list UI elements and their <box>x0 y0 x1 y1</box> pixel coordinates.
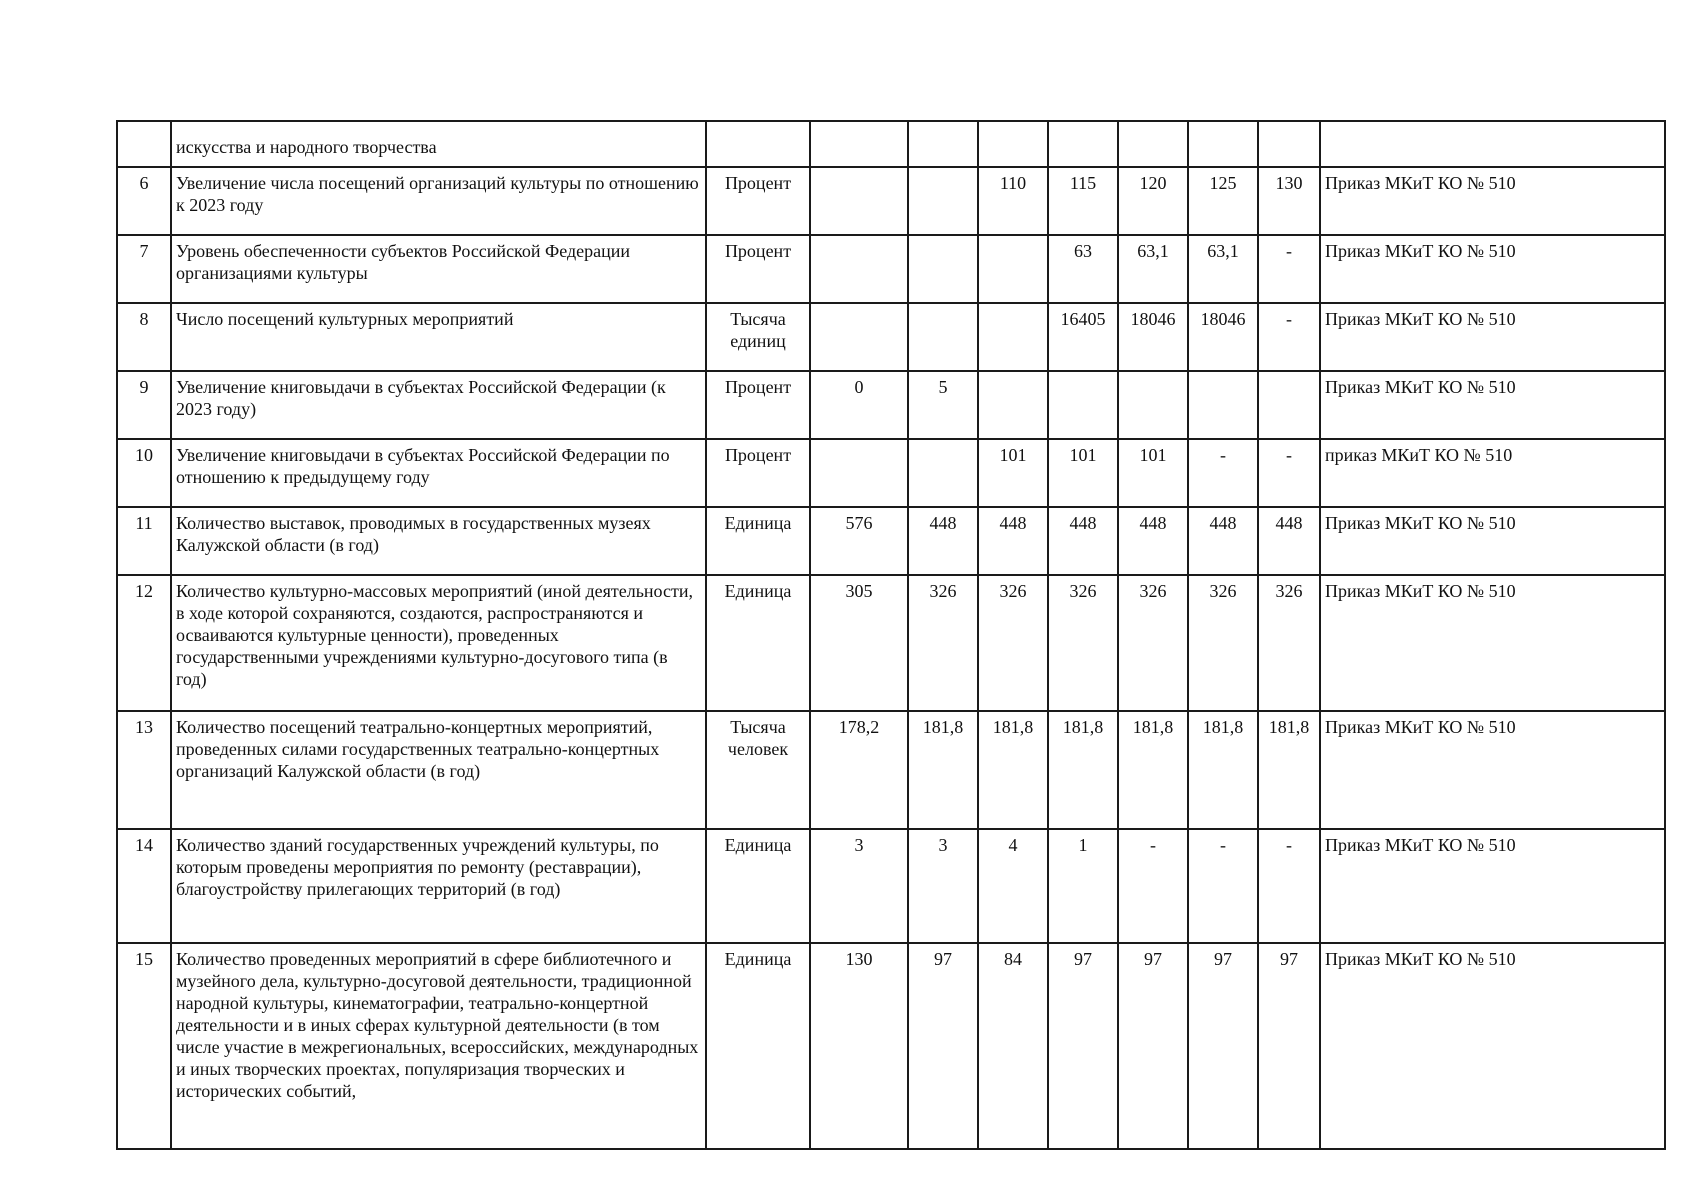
row-number: 14 <box>117 829 171 943</box>
value-cell: 326 <box>1118 575 1188 711</box>
row-number: 7 <box>117 235 171 303</box>
source-cell: Приказ МКиТ КО № 510 <box>1320 575 1665 711</box>
indicator-name: Количество зданий государственных учреждений культуры, по которым проведены мероприятия по ремонту (реставрации), благоустройству прилегающих территорий (в год) <box>171 829 706 943</box>
value-cell: 178,2 <box>810 711 908 829</box>
table-row <box>117 167 1665 235</box>
value-cell: 97 <box>1118 943 1188 1149</box>
value-cell: 181,8 <box>908 711 978 829</box>
value-cell: 101 <box>978 439 1048 507</box>
indicator-name: Количество посещений театрально-концертных мероприятий, проведенных силами государственных театрально-концертных организаций Калужской области (в год) <box>171 711 706 829</box>
value-cell: 5 <box>908 371 978 439</box>
indicator-name: Увеличение книговыдачи в субъектах Российской Федерации (к 2023 году) <box>171 371 706 439</box>
row-number: 9 <box>117 371 171 439</box>
value-cell: 448 <box>1048 507 1118 575</box>
value-cell <box>978 303 1048 371</box>
value-cell <box>810 121 908 167</box>
value-cell <box>1048 121 1118 167</box>
unit-cell: Процент <box>706 439 810 507</box>
value-cell: - <box>1188 439 1258 507</box>
value-cell: 18046 <box>1118 303 1188 371</box>
value-cell: 101 <box>1048 439 1118 507</box>
value-cell <box>1258 121 1320 167</box>
indicator-name: Увеличение числа посещений организаций культуры по отношению к 2023 году <box>171 167 706 235</box>
num-cell <box>117 121 171 167</box>
value-cell: 3 <box>810 829 908 943</box>
value-cell: 448 <box>908 507 978 575</box>
row-number: 10 <box>117 439 171 507</box>
source-cell: Приказ МКиТ КО № 510 <box>1320 235 1665 303</box>
value-cell: 181,8 <box>978 711 1048 829</box>
value-cell <box>810 167 908 235</box>
table-row <box>117 235 1665 303</box>
source-cell: Приказ МКиТ КО № 510 <box>1320 371 1665 439</box>
value-cell: - <box>1258 235 1320 303</box>
table-row <box>117 507 1665 575</box>
table-row <box>117 711 1665 829</box>
value-cell: 3 <box>908 829 978 943</box>
value-cell: 97 <box>1258 943 1320 1149</box>
indicator-name: Количество проведенных мероприятий в сфере библиотечного и музейного дела, культурно-досуговой деятельности, традиционной народной культуры, кинематографии, театрально-концертной деятельности и в иных сферах культурной деятельности (в том числе участие в межрегиональных, всероссийских, международных и иных творческих проектах, популяризация творческих и исторических событий, <box>171 943 706 1149</box>
source-cell: Приказ МКиТ КО № 510 <box>1320 303 1665 371</box>
value-cell: 97 <box>908 943 978 1149</box>
table-row <box>117 371 1665 439</box>
value-cell: 181,8 <box>1118 711 1188 829</box>
table-row-continuation <box>117 121 1665 167</box>
indicator-name: Количество культурно-массовых мероприятий (иной деятельности, в ходе которой сохраняются, создаются, распространяются и осваиваются культурные ценности), проведенных государственными учреждениями культурно-досугового типа (в год) <box>171 575 706 711</box>
value-cell: - <box>1188 829 1258 943</box>
value-cell: - <box>1258 439 1320 507</box>
value-cell: 326 <box>978 575 1048 711</box>
unit-cell: Единица <box>706 829 810 943</box>
source-cell: приказ МКиТ КО № 510 <box>1320 439 1665 507</box>
value-cell: 448 <box>1118 507 1188 575</box>
indicator-name: Увеличение книговыдачи в субъектах Российской Федерации по отношению к предыдущему году <box>171 439 706 507</box>
value-cell: 130 <box>810 943 908 1149</box>
value-cell: 101 <box>1118 439 1188 507</box>
value-cell: 18046 <box>1188 303 1258 371</box>
value-cell: 326 <box>1048 575 1118 711</box>
indicator-name: Уровень обеспеченности субъектов Российской Федерации организациями культуры <box>171 235 706 303</box>
value-cell: 63,1 <box>1188 235 1258 303</box>
value-cell: 448 <box>1258 507 1320 575</box>
source-cell: Приказ МКиТ КО № 510 <box>1320 829 1665 943</box>
table-row <box>117 943 1665 1149</box>
value-cell: - <box>1118 829 1188 943</box>
value-cell <box>978 121 1048 167</box>
value-cell <box>810 303 908 371</box>
value-cell: 120 <box>1118 167 1188 235</box>
value-cell <box>1188 121 1258 167</box>
value-cell <box>1188 371 1258 439</box>
value-cell <box>810 439 908 507</box>
unit-cell: Процент <box>706 371 810 439</box>
value-cell: 326 <box>1258 575 1320 711</box>
source-cell: Приказ МКиТ КО № 510 <box>1320 167 1665 235</box>
indicators-table <box>116 120 1666 1150</box>
value-cell: 130 <box>1258 167 1320 235</box>
unit-cell <box>706 121 810 167</box>
source-cell: Приказ МКиТ КО № 510 <box>1320 943 1665 1149</box>
value-cell: 4 <box>978 829 1048 943</box>
row-number: 15 <box>117 943 171 1149</box>
value-cell: 1 <box>1048 829 1118 943</box>
value-cell <box>1118 121 1188 167</box>
value-cell: 16405 <box>1048 303 1118 371</box>
value-cell: 110 <box>978 167 1048 235</box>
value-cell <box>810 235 908 303</box>
row-number: 13 <box>117 711 171 829</box>
value-cell: 448 <box>978 507 1048 575</box>
unit-cell: Единица <box>706 507 810 575</box>
value-cell: 97 <box>1048 943 1118 1149</box>
value-cell <box>908 439 978 507</box>
value-cell <box>1258 371 1320 439</box>
value-cell: 576 <box>810 507 908 575</box>
unit-cell: Процент <box>706 167 810 235</box>
value-cell: 181,8 <box>1048 711 1118 829</box>
value-cell <box>908 303 978 371</box>
unit-cell: Единица <box>706 943 810 1149</box>
value-cell: 326 <box>1188 575 1258 711</box>
value-cell <box>1048 371 1118 439</box>
value-cell: - <box>1258 829 1320 943</box>
value-cell: 63 <box>1048 235 1118 303</box>
unit-cell: Единица <box>706 575 810 711</box>
value-cell <box>1118 371 1188 439</box>
value-cell <box>908 121 978 167</box>
table-row <box>117 439 1665 507</box>
value-cell: 181,8 <box>1258 711 1320 829</box>
row-number: 11 <box>117 507 171 575</box>
source-cell: Приказ МКиТ КО № 510 <box>1320 711 1665 829</box>
value-cell: 181,8 <box>1188 711 1258 829</box>
source-cell <box>1320 121 1665 167</box>
value-cell <box>908 235 978 303</box>
table-row <box>117 575 1665 711</box>
indicator-name: Количество выставок, проводимых в государственных музеях Калужской области (в год) <box>171 507 706 575</box>
value-cell: 448 <box>1188 507 1258 575</box>
row-number: 6 <box>117 167 171 235</box>
value-cell: - <box>1258 303 1320 371</box>
value-cell: 115 <box>1048 167 1118 235</box>
name-cell: искусства и народного творчества <box>171 121 706 167</box>
source-cell: Приказ МКиТ КО № 510 <box>1320 507 1665 575</box>
value-cell: 0 <box>810 371 908 439</box>
indicator-name: Число посещений культурных мероприятий <box>171 303 706 371</box>
value-cell: 125 <box>1188 167 1258 235</box>
row-number: 8 <box>117 303 171 371</box>
row-number: 12 <box>117 575 171 711</box>
value-cell <box>908 167 978 235</box>
value-cell: 84 <box>978 943 1048 1149</box>
unit-cell: Тысяча единиц <box>706 303 810 371</box>
unit-cell: Процент <box>706 235 810 303</box>
table-row <box>117 829 1665 943</box>
value-cell: 305 <box>810 575 908 711</box>
value-cell: 63,1 <box>1118 235 1188 303</box>
unit-cell: Тысяча человек <box>706 711 810 829</box>
value-cell: 326 <box>908 575 978 711</box>
table-row <box>117 303 1665 371</box>
value-cell <box>978 371 1048 439</box>
value-cell <box>978 235 1048 303</box>
value-cell: 97 <box>1188 943 1258 1149</box>
